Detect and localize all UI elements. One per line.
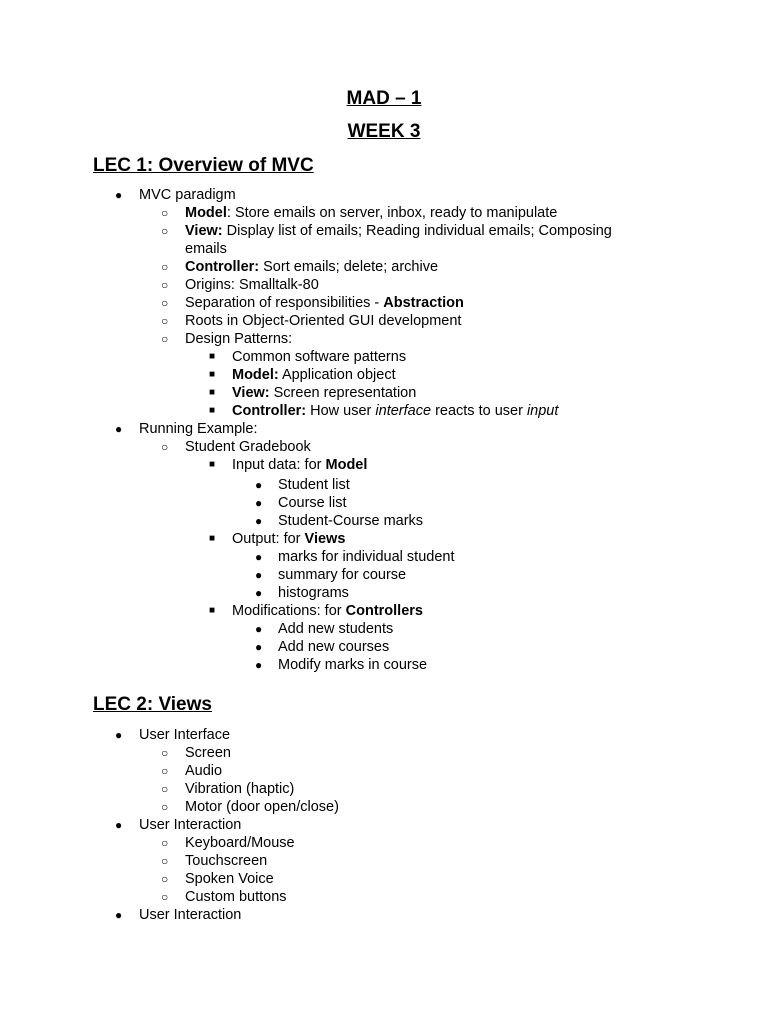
list-item: Audio bbox=[185, 763, 223, 779]
bullet-square: ■ bbox=[209, 405, 216, 416]
bullet-circle: ○ bbox=[161, 782, 169, 796]
list-item: Controller: How user interface reacts to user input bbox=[232, 403, 559, 419]
bullet-dot: ● bbox=[115, 908, 123, 922]
list-item: Common software patterns bbox=[232, 349, 407, 365]
list-item: Output: for Views bbox=[232, 531, 346, 547]
lec2-heading: LEC 2: Views bbox=[93, 694, 212, 715]
list-item: Running Example: bbox=[139, 421, 258, 437]
bullet-circle: ○ bbox=[161, 746, 169, 760]
list-item: Touchscreen bbox=[185, 853, 268, 869]
bullet-circle: ○ bbox=[161, 278, 169, 292]
list-item: Modifications: for Controllers bbox=[232, 603, 423, 619]
bullet-dot: ● bbox=[255, 478, 263, 492]
bullet-circle: ○ bbox=[161, 854, 169, 868]
list-item: Model: Store emails on server, inbox, ready to manipulate bbox=[185, 205, 558, 221]
list-item: Add new students bbox=[278, 621, 394, 637]
list-item: Origins: Smalltalk-80 bbox=[185, 277, 319, 293]
list-item: Vibration (haptic) bbox=[185, 781, 295, 797]
list-item: User Interaction bbox=[139, 907, 242, 923]
bullet-circle: ○ bbox=[161, 296, 169, 310]
document-title: MAD – 1 bbox=[346, 88, 422, 109]
list-item: View: Screen representation bbox=[232, 385, 417, 401]
bullet-circle: ○ bbox=[161, 224, 169, 238]
list-item: Design Patterns: bbox=[185, 331, 293, 347]
bullet-circle: ○ bbox=[161, 890, 169, 904]
document-subtitle: WEEK 3 bbox=[347, 121, 421, 142]
bullet-circle: ○ bbox=[161, 872, 169, 886]
bullet-square: ■ bbox=[209, 369, 216, 380]
bullet-circle: ○ bbox=[161, 764, 169, 778]
bullet-circle: ○ bbox=[161, 314, 169, 328]
list-item: Custom buttons bbox=[185, 889, 287, 905]
list-item: marks for individual student bbox=[278, 549, 455, 565]
bullet-dot: ● bbox=[255, 550, 263, 564]
list-item: histograms bbox=[278, 585, 349, 601]
bullet-dot: ● bbox=[115, 818, 123, 832]
bullet-dot: ● bbox=[255, 586, 263, 600]
bullet-circle: ○ bbox=[161, 206, 169, 220]
list-item: MVC paradigm bbox=[139, 187, 236, 203]
list-item: Roots in Object-Oriented GUI development bbox=[185, 313, 462, 329]
bullet-circle: ○ bbox=[161, 332, 169, 346]
bullet-dot: ● bbox=[115, 188, 123, 202]
list-item: Separation of responsibilities - Abstraction bbox=[185, 295, 464, 311]
list-item: Motor (door open/close) bbox=[185, 799, 339, 815]
bullet-dot: ● bbox=[115, 422, 123, 436]
bullet-dot: ● bbox=[255, 658, 263, 672]
bullet-square: ■ bbox=[209, 387, 216, 398]
bullet-circle: ○ bbox=[161, 260, 169, 274]
list-item: Modify marks in course bbox=[278, 657, 428, 673]
list-item: Controller: Sort emails; delete; archive bbox=[185, 259, 439, 275]
bullet-dot: ● bbox=[255, 496, 263, 510]
bullet-square: ■ bbox=[209, 351, 216, 362]
list-item: Input data: for Model bbox=[232, 457, 368, 473]
list-item: Student Gradebook bbox=[185, 439, 311, 455]
bullet-circle: ○ bbox=[161, 440, 169, 454]
bullet-dot: ● bbox=[255, 622, 263, 636]
bullet-circle: ○ bbox=[161, 836, 169, 850]
list-item: Course list bbox=[278, 495, 347, 511]
list-item: Keyboard/Mouse bbox=[185, 835, 295, 851]
list-item: Model: Application object bbox=[232, 367, 396, 383]
list-item: Screen bbox=[185, 745, 231, 761]
lec1-heading: LEC 1: Overview of MVC bbox=[93, 155, 314, 176]
list-item: Student-Course marks bbox=[278, 513, 424, 529]
list-item: Student list bbox=[278, 477, 350, 493]
list-item: Spoken Voice bbox=[185, 871, 274, 887]
bullet-square: ■ bbox=[209, 533, 216, 544]
bullet-dot: ● bbox=[255, 514, 263, 528]
bullet-square: ■ bbox=[209, 459, 216, 470]
list-item: View: Display list of emails; Reading individual emails; Composing bbox=[185, 223, 612, 239]
list-item: User Interaction bbox=[139, 817, 242, 833]
bullet-dot: ● bbox=[255, 640, 263, 654]
list-item: summary for course bbox=[278, 567, 407, 583]
list-item-continuation: emails bbox=[185, 241, 227, 257]
bullet-dot: ● bbox=[115, 728, 123, 742]
bullet-square: ■ bbox=[209, 605, 216, 616]
bullet-circle: ○ bbox=[161, 800, 169, 814]
list-item: Add new courses bbox=[278, 639, 390, 655]
list-item: User Interface bbox=[139, 727, 231, 743]
bullet-dot: ● bbox=[255, 568, 263, 582]
